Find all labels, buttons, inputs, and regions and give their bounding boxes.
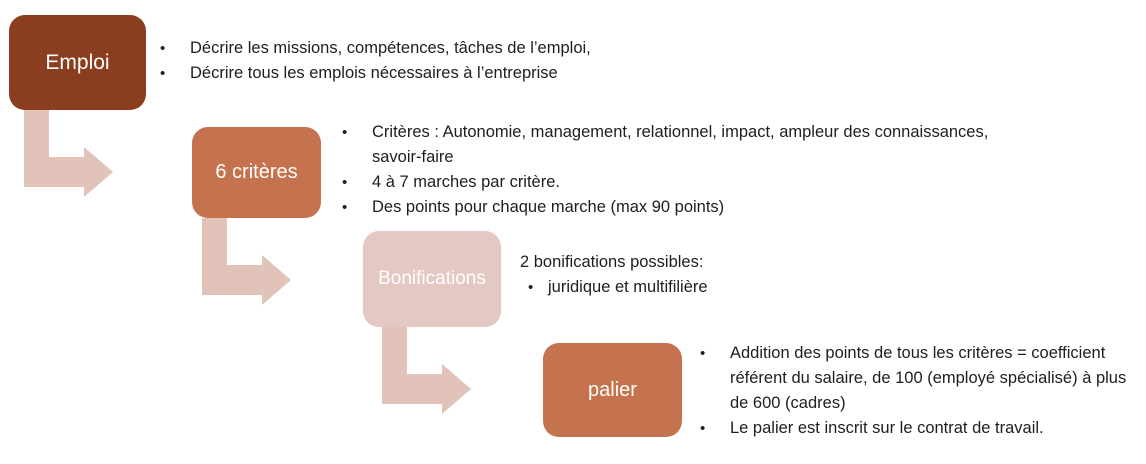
- step-box-6-criteres: [192, 127, 321, 218]
- bullet-item: [148, 61, 668, 86]
- bullet-text: Critères : Autonomie, management, relationnel, impact, ampleur des connaissances, savoir-faire: [372, 123, 989, 166]
- palier-bullet-list: [688, 341, 1140, 441]
- step-box-6-criteres-label: 6 critères: [215, 161, 298, 183]
- bullet-dot-icon: •: [700, 420, 706, 437]
- bullet-dot-icon: •: [342, 199, 348, 216]
- bullet-text: juridique et multifilière: [548, 278, 708, 296]
- bullet-text: Des points pour chaque marche (max 90 points): [372, 198, 725, 216]
- elbow-arrow-2-icon: [202, 218, 292, 306]
- bullet-dot-icon: •: [160, 40, 166, 57]
- step-box-palier: [543, 343, 682, 437]
- bullet-item: [688, 341, 1140, 416]
- bullet-item: [330, 195, 1045, 220]
- bullet-item: [330, 170, 1045, 195]
- bullet-dot-icon: •: [342, 174, 348, 191]
- elbow-arrow-3-icon: [382, 327, 472, 415]
- bonifications-text-block: [520, 250, 860, 300]
- step-box-bonifications-label: Bonifications: [378, 268, 486, 289]
- bullet-text: Décrire les missions, compétences, tâches de l’emploi,: [190, 39, 591, 57]
- elbow-arrow-3-shape: [382, 327, 471, 414]
- bullet-item: [330, 120, 1045, 170]
- step-box-palier-label: palier: [588, 378, 637, 401]
- bullet-dot-icon: •: [160, 65, 166, 82]
- bullet-dot-icon: •: [700, 345, 706, 362]
- bullet-item: [148, 36, 668, 61]
- emploi-bullet-list: [148, 36, 668, 86]
- bullet-text: Décrire tous les emplois nécessaires à l’entreprise: [190, 64, 558, 82]
- bullet-item: [520, 275, 860, 300]
- elbow-arrow-1-shape: [24, 110, 113, 197]
- bullet-text: Le palier est inscrit sur le contrat de travail.: [730, 419, 1044, 437]
- bullet-text: Addition des points de tous les critères = coefficient référent du salaire, de 100 (employé spécialisé) à plus de 600 (cadres): [730, 344, 1127, 412]
- criteres-bullet-list: [330, 120, 1045, 220]
- elbow-arrow-2-shape: [202, 218, 291, 305]
- bullet-text: 4 à 7 marches par critère.: [372, 173, 560, 191]
- bullet-dot-icon: •: [342, 124, 348, 141]
- step-box-emploi-label: Emploi: [45, 50, 110, 74]
- bullet-dot-icon: •: [528, 279, 534, 296]
- bullet-item: [688, 416, 1140, 441]
- step-box-emploi: [9, 15, 146, 110]
- bonifications-intro: 2 bonifications possibles:: [520, 253, 704, 271]
- elbow-arrow-1-icon: [24, 110, 114, 198]
- step-box-bonifications: [363, 231, 501, 327]
